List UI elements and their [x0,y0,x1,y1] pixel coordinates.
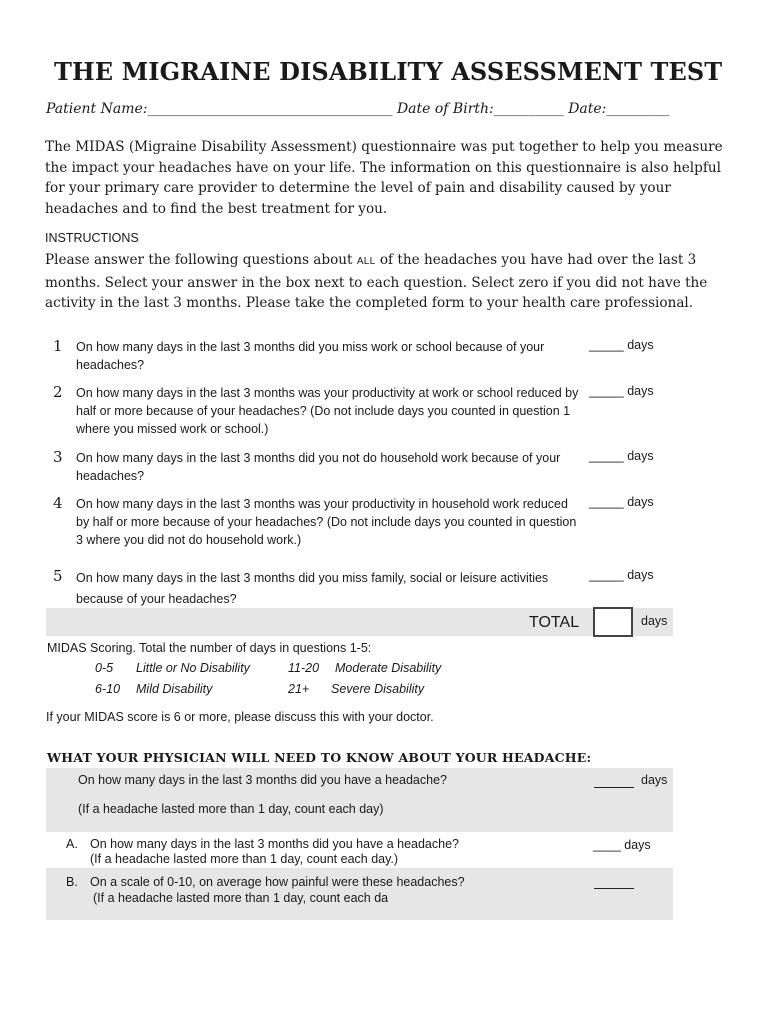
question-2-answer[interactable]: _____ days [589,384,654,398]
score-range-0-5: 0-5 [95,661,114,675]
physician-item-b-answer-line[interactable] [594,888,634,889]
intro-paragraph: The MIDAS (Migraine Disability Assessment) questionnaire was put together to help you measure the impact your headaches have on your life. The information on this questionnaire is also helpful for your primary care provider to determine the level of pain and disability caused by your headaches and to find the best treatment for you. [45,139,723,218]
form-title: THE MIGRAINE DISABILITY ASSESSMENT TEST [54,57,723,86]
question-5-answer[interactable]: _____ days [589,568,654,582]
physician-item-a-line2: (If a headache lasted more than 1 day, count each day.) [90,852,399,866]
question-4-number: 4 [53,494,63,512]
advice-text: If your MIDAS score is 6 or more, please discuss this with your doctor. [46,710,434,724]
physician-main-note: (If a headache lasted more than 1 day, count each day) [78,802,384,816]
question-4-answer[interactable]: _____ days [589,495,654,509]
total-label: TOTAL [529,614,580,631]
score-label-little: Little or No Disability [136,661,250,675]
question-1-number: 1 [53,337,63,355]
score-label-severe: Severe Disability [331,682,425,696]
instructions-text-before: Please answer the following questions about [45,252,357,268]
score-range-21-plus: 21+ [288,682,310,696]
scoring-heading: MIDAS Scoring. Total the number of days in questions 1-5: [47,641,372,655]
question-5-text: On how many days in the last 3 months did you miss family, social or leisure activities because of your headaches? [76,571,549,606]
physician-item-a-letter: A. [66,837,78,851]
instructions-heading: INSTRUCTIONS [45,231,139,245]
instructions-all-word: ALL [356,256,376,267]
question-2-text: On how many days in the last 3 months was your productivity at work or school reduced by half or more because of your headaches? (Do not include days you counted in question 1 where you missed work or school.) [76,386,579,436]
physician-item-b-line2: (If a headache lasted more than 1 day, count each da [93,891,389,905]
instructions-text-after: of the headaches you have had over the last 3 months. Select your answer in the box next to each question. Select zero if you did not have the activity in the last 3 months. Please take the completed form to your health care professional. [45,252,708,312]
physician-main-unit: days [641,773,668,787]
physician-main-question: On how many days in the last 3 months did you have a headache? [78,773,447,787]
physician-item-a-line1: On how many days in the last 3 months did you have a headache? [90,837,459,851]
total-unit: days [641,614,668,628]
physician-item-a-answer[interactable]: ____ days [593,838,651,852]
score-range-11-20: 11-20 [288,661,320,675]
instructions-text [45,250,735,314]
physician-heading: WHAT YOUR PHYSICIAN WILL NEED TO KNOW ABOUT YOUR HEADACHE: [47,750,592,765]
question-3-text: On how many days in the last 3 months did you not do household work because of your headaches? [76,451,561,483]
physician-main-answer-line[interactable] [594,787,634,788]
question-3-answer[interactable]: _____ days [589,449,654,463]
question-5-number: 5 [53,567,63,585]
patient-info-line[interactable]: Patient Name:___________________________________ Date of Birth:__________ Date:_________ [46,101,670,117]
question-4-text: On how many days in the last 3 months was your productivity in household work reduced by half or more because of your headaches? (Do not include days you counted in question 3 where you did not do household work.) [76,497,577,547]
physician-item-b-letter: B. [66,875,78,889]
total-input-box[interactable] [593,607,633,637]
question-1-text: On how many days in the last 3 months did you miss work or school because of your headaches? [76,340,545,372]
question-2-number: 2 [53,383,63,401]
question-1-answer[interactable]: _____ days [589,338,654,352]
score-label-mild: Mild Disability [136,682,213,696]
score-label-moderate: Moderate Disability [335,661,442,675]
physician-item-b-line1: On a scale of 0-10, on average how painful were these headaches? [90,875,465,889]
question-3-number: 3 [53,448,63,466]
score-range-6-10: 6-10 [95,682,121,696]
